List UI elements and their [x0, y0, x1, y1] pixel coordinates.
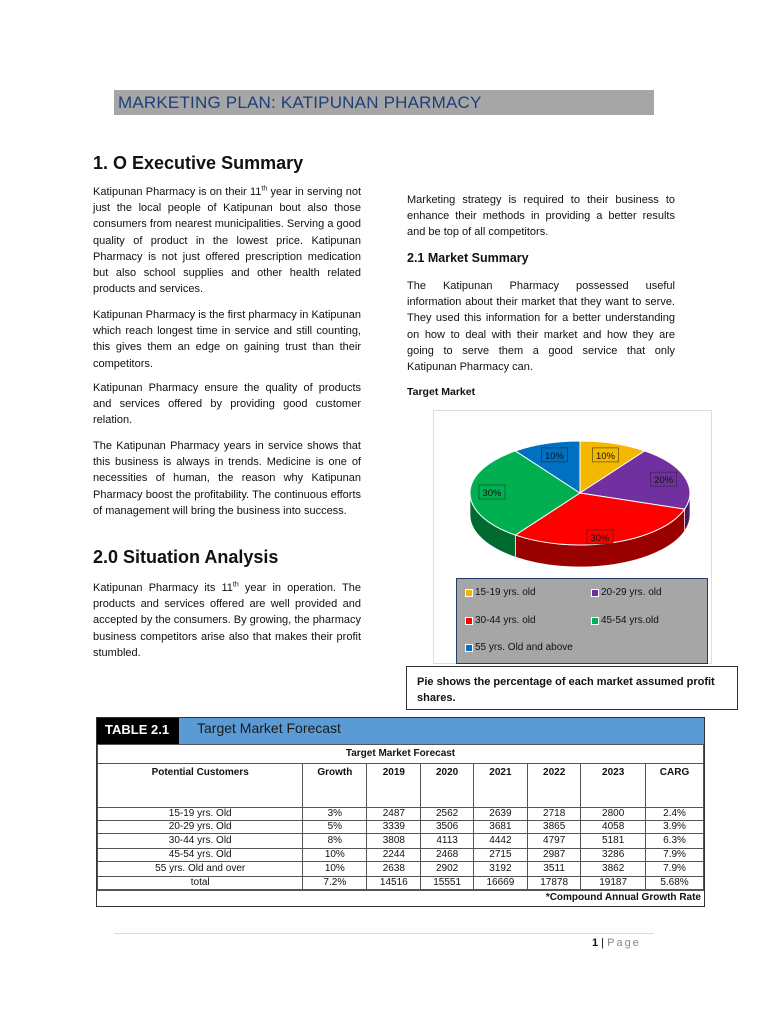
table-cell: 2.4% [646, 808, 704, 821]
table-header-row [98, 764, 704, 808]
legend-item [465, 587, 536, 598]
legend-item [465, 642, 573, 653]
table-cell: 2244 [367, 849, 421, 862]
table-cell: 10% [303, 862, 367, 877]
footer-divider [114, 933, 654, 934]
chart-label: Target Market [407, 386, 476, 398]
table-row [98, 821, 704, 834]
legend-label: 20-29 yrs. old [601, 587, 662, 598]
forecast-table [96, 717, 705, 907]
table-cell: 3865 [528, 821, 581, 834]
table-cell: 55 yrs. Old and over [98, 862, 303, 877]
table-row [98, 877, 704, 890]
table-inner-title: Target Market Forecast [98, 745, 704, 764]
text: year in serving not just the local people of Katipunan bout also those consumers from nearest municipalities. Serving a good quality of product in the lowest price. Katipunan Pharmacy is not just offered prescription medication but also school supplies and other health related products and services. [93, 186, 362, 296]
column-header: 2023 [581, 764, 646, 808]
pie-chart [433, 410, 712, 664]
column-header: CARG [646, 764, 704, 808]
pie-svg [434, 411, 711, 576]
table-cell: 3.9% [646, 821, 704, 834]
legend-item [591, 615, 659, 626]
page-label: Page [607, 937, 641, 949]
table-cell: total [98, 877, 303, 890]
legend-label: 45-54 yrs.old [601, 615, 659, 626]
table-cell: 15551 [421, 877, 473, 890]
document-title: MARKETING PLAN: KATIPUNAN PHARMACY [118, 93, 482, 112]
page-number: 1 [592, 937, 599, 949]
paragraph [93, 184, 361, 297]
table-cell: 30-44 yrs. Old [98, 834, 303, 849]
column-header: 2019 [367, 764, 421, 808]
table-cell: 45-54 yrs. Old [98, 849, 303, 862]
text: Katipunan Pharmacy its 11 [93, 582, 233, 594]
column-header: Potential Customers [98, 764, 303, 808]
text: year in operation. The products and services offered are well provided and accepted by the consumers. By growing, the pharmacy business competitors arise also that makes their profit stumbled. [93, 582, 361, 659]
table-cell: 16669 [473, 877, 527, 890]
table-cell: 7.9% [646, 862, 704, 877]
legend-swatch [465, 644, 473, 652]
table-row [98, 808, 704, 821]
table-row [98, 862, 704, 877]
table-cell: 3808 [367, 834, 421, 849]
text: Katipunan Pharmacy is on their 11 [93, 186, 262, 198]
paragraph: The Katipunan Pharmacy possessed useful information about their market that they want to serve. They used this information for a better understanding on how to deal with their market and how they are going to serve them a good service that only Katipunan Pharmacy can. [407, 280, 675, 374]
table-footnote: *Compound Annual Growth Rate [97, 890, 704, 906]
table-cell: 2718 [528, 808, 581, 821]
paragraph: Katipunan Pharmacy is the first pharmacy in Katipunan which reach longest time in service and still counting, this gives them an edge on gaining trust than their competitors. [93, 309, 361, 370]
legend-label: 15-19 yrs. old [475, 587, 536, 598]
paragraph [93, 580, 361, 661]
section-heading-situation-analysis: 2.0 Situation Analysis [93, 547, 279, 567]
data-label: 30% [482, 488, 502, 499]
table-cell: 3506 [421, 821, 473, 834]
table-cell: 3286 [581, 849, 646, 862]
table-cell: 3511 [528, 862, 581, 877]
legend-item [465, 615, 536, 626]
table-cell: 6.3% [646, 834, 704, 849]
superscript: th [232, 581, 239, 589]
data-label: 20% [654, 475, 674, 487]
table-cell: 3862 [581, 862, 646, 877]
table-title: Target Market Forecast [197, 720, 341, 736]
table-cell: 5.68% [646, 877, 704, 890]
legend-label: 55 yrs. Old and above [475, 642, 573, 653]
table-cell: 2902 [421, 862, 473, 877]
table-cell: 15-19 yrs. Old [98, 808, 303, 821]
table-cell: 7.2% [303, 877, 367, 890]
column-header: 2020 [421, 764, 473, 808]
table-cell: 4113 [421, 834, 473, 849]
table-cell: 14516 [367, 877, 421, 890]
table-header-bar [97, 718, 704, 744]
legend-swatch [465, 617, 473, 625]
table-cell: 2715 [473, 849, 527, 862]
section-heading-market-summary: 2.1 Market Summary [407, 251, 529, 265]
table-cell: 20-29 yrs. Old [98, 821, 303, 834]
table-cell: 4058 [581, 821, 646, 834]
table-cell: 2638 [367, 862, 421, 877]
caption-text: Pie shows the percentage of each market assumed profit shares. [417, 676, 715, 704]
data-label: 10% [544, 450, 565, 462]
table-cell: 2987 [528, 849, 581, 862]
table-cell: 2562 [421, 808, 473, 821]
paragraph: The Katipunan Pharmacy years in service shows that this business is always in trends. Medicine is one of necessities of human, the reason why Katipunan Pharmacy boost the profitability. The continuous efforts of management will bring the business into success. [93, 440, 361, 517]
separator: | [598, 937, 608, 949]
data-label: 30% [590, 533, 610, 544]
legend-swatch [465, 589, 473, 597]
chart-legend [456, 578, 708, 664]
table-cell: 4442 [473, 834, 527, 849]
legend-swatch [591, 617, 599, 625]
superscript: th [261, 185, 268, 193]
column-header: 2021 [473, 764, 527, 808]
table-cell: 2800 [581, 808, 646, 821]
table-cell: 3% [303, 808, 367, 821]
table-cell: 8% [303, 834, 367, 849]
table-cell: 17878 [528, 877, 581, 890]
table-label: TABLE 2.1 [97, 718, 179, 744]
table-cell: 2468 [421, 849, 473, 862]
column-header: Growth [303, 764, 367, 808]
table-cell: 19187 [581, 877, 646, 890]
table-cell: 4797 [528, 834, 581, 849]
legend-item [591, 587, 662, 598]
page-footer [592, 937, 641, 949]
table-cell: 3192 [473, 862, 527, 877]
chart-caption [406, 666, 738, 710]
table-cell: 2487 [367, 808, 421, 821]
table-cell: 2639 [473, 808, 527, 821]
legend-swatch [591, 589, 599, 597]
data-label: 10% [595, 450, 616, 462]
column-header: 2022 [528, 764, 581, 808]
paragraph: Marketing strategy is required to their business to enhance their methods in providing a better results and be top of all competitors. [407, 194, 675, 239]
table-cell: 3339 [367, 821, 421, 834]
title-bar [114, 90, 654, 115]
paragraph: Katipunan Pharmacy ensure the quality of products and services offered by providing good customer relation. [93, 382, 361, 427]
table-cell: 10% [303, 849, 367, 862]
table-row [98, 834, 704, 849]
table-row [98, 849, 704, 862]
section-heading-executive-summary: 1. O Executive Summary [93, 153, 304, 173]
table-cell: 7.9% [646, 849, 704, 862]
table-cell: 3681 [473, 821, 527, 834]
legend-label: 30-44 yrs. old [475, 615, 536, 626]
table-cell: 5% [303, 821, 367, 834]
table-cell: 5181 [581, 834, 646, 849]
